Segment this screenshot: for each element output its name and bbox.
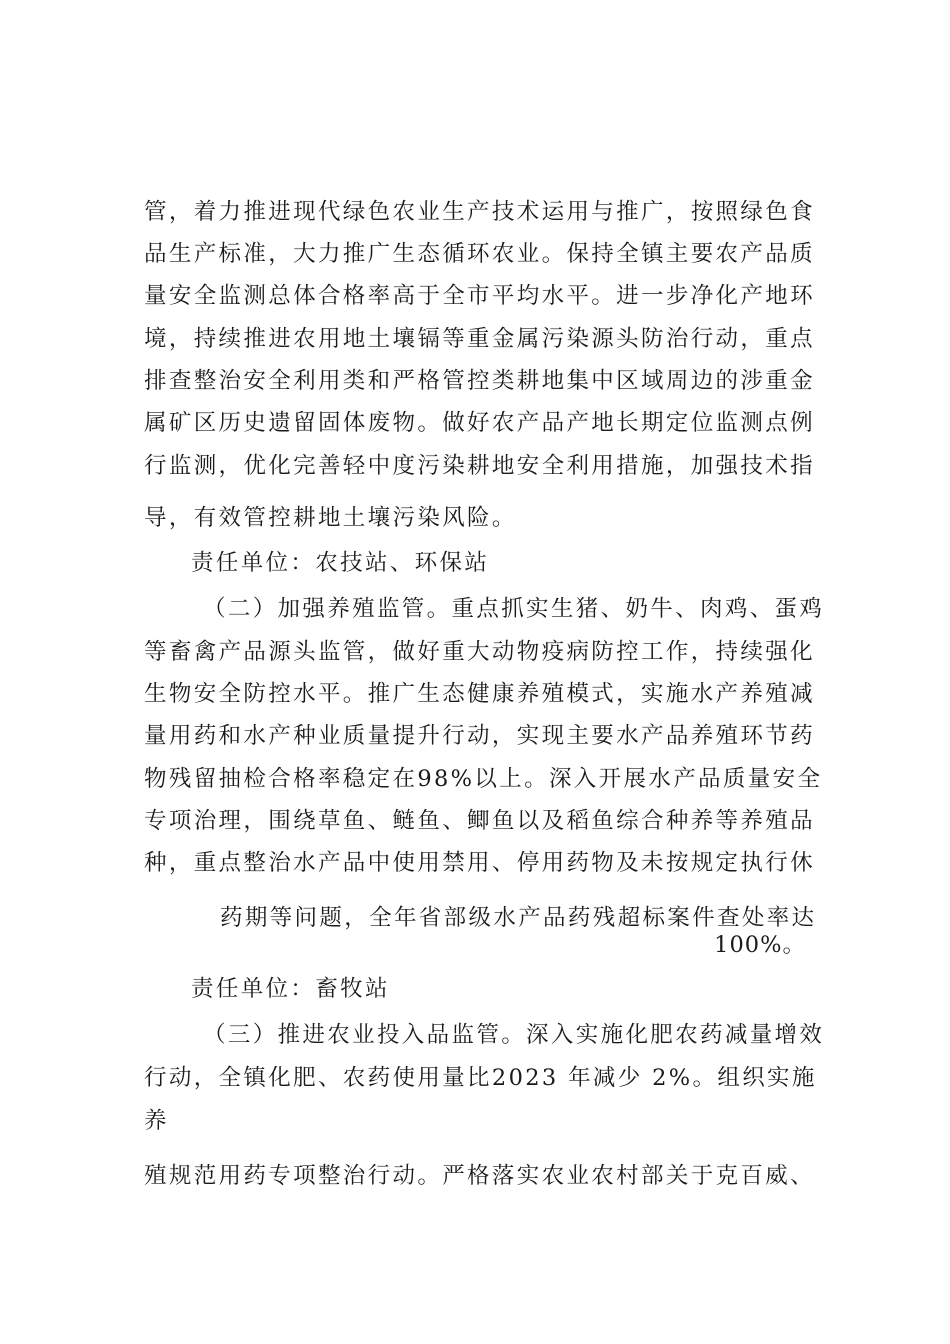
- paragraph-line: 境，持续推进农用地土壤镉等重金属污染源头防治行动，重点: [144, 326, 815, 352]
- responsible-unit-line: 责任单位：畜牧站: [191, 976, 390, 1002]
- paragraph-line: 行动，全镇化肥、农药使用量比2023 年减少 2%。组织实施: [144, 1065, 817, 1091]
- section-heading-line: （三）推进农业投入品监管。深入实施化肥农药减量增效: [203, 1022, 825, 1048]
- paragraph-line: 管，着力推进现代绿色农业生产技术运用与推广，按照绿色食: [144, 199, 815, 225]
- paragraph-line-tail: 100%。: [714, 932, 806, 958]
- paragraph-line: 专项治理，围绕草鱼、鲢鱼、鲫鱼以及稻鱼综合种养等养殖品: [144, 808, 815, 834]
- paragraph-line: 药期等问题，全年省部级水产品药残超标案件查处率达: [220, 905, 817, 931]
- paragraph-line: 养: [144, 1108, 169, 1134]
- paragraph-line: 物残留抽检合格率稳定在98%以上。深入开展水产品质量安全: [144, 766, 823, 792]
- paragraph-line: 量安全监测总体合格率高于全市平均水平。进一步净化产地环: [144, 283, 815, 309]
- paragraph-line: 品生产标准，大力推广生态循环农业。保持全镇主要农产品质: [144, 241, 815, 267]
- paragraph-line: 导，有效管控耕地土壤污染风险。: [144, 505, 517, 531]
- paragraph-line: 生物安全防控水平。推广生态健康养殖模式，实施水产养殖减: [144, 681, 815, 707]
- paragraph-line: 属矿区历史遗留固体废物。做好农产品产地长期定位监测点例: [144, 410, 815, 436]
- paragraph-line: 殖规范用药专项整治行动。严格落实农业农村部关于克百威、: [144, 1163, 815, 1189]
- paragraph-line: 行监测，优化完善轻中度污染耕地安全利用措施，加强技术指: [144, 453, 815, 479]
- paragraph-line: 排查整治安全利用类和严格管控类耕地集中区域周边的涉重金: [144, 368, 815, 394]
- responsible-unit-line: 责任单位：农技站、环保站: [191, 550, 490, 576]
- paragraph-line: 量用药和水产种业质量提升行动，实现主要水产品养殖环节药: [144, 723, 815, 749]
- section-heading-line: （二）加强养殖监管。重点抓实生猪、奶牛、肉鸡、蛋鸡: [203, 596, 825, 622]
- paragraph-line: 种，重点整治水产品中使用禁用、停用药物及未按规定执行休: [144, 850, 815, 876]
- paragraph-line: 等畜禽产品源头监管，做好重大动物疫病防控工作，持续强化: [144, 639, 815, 665]
